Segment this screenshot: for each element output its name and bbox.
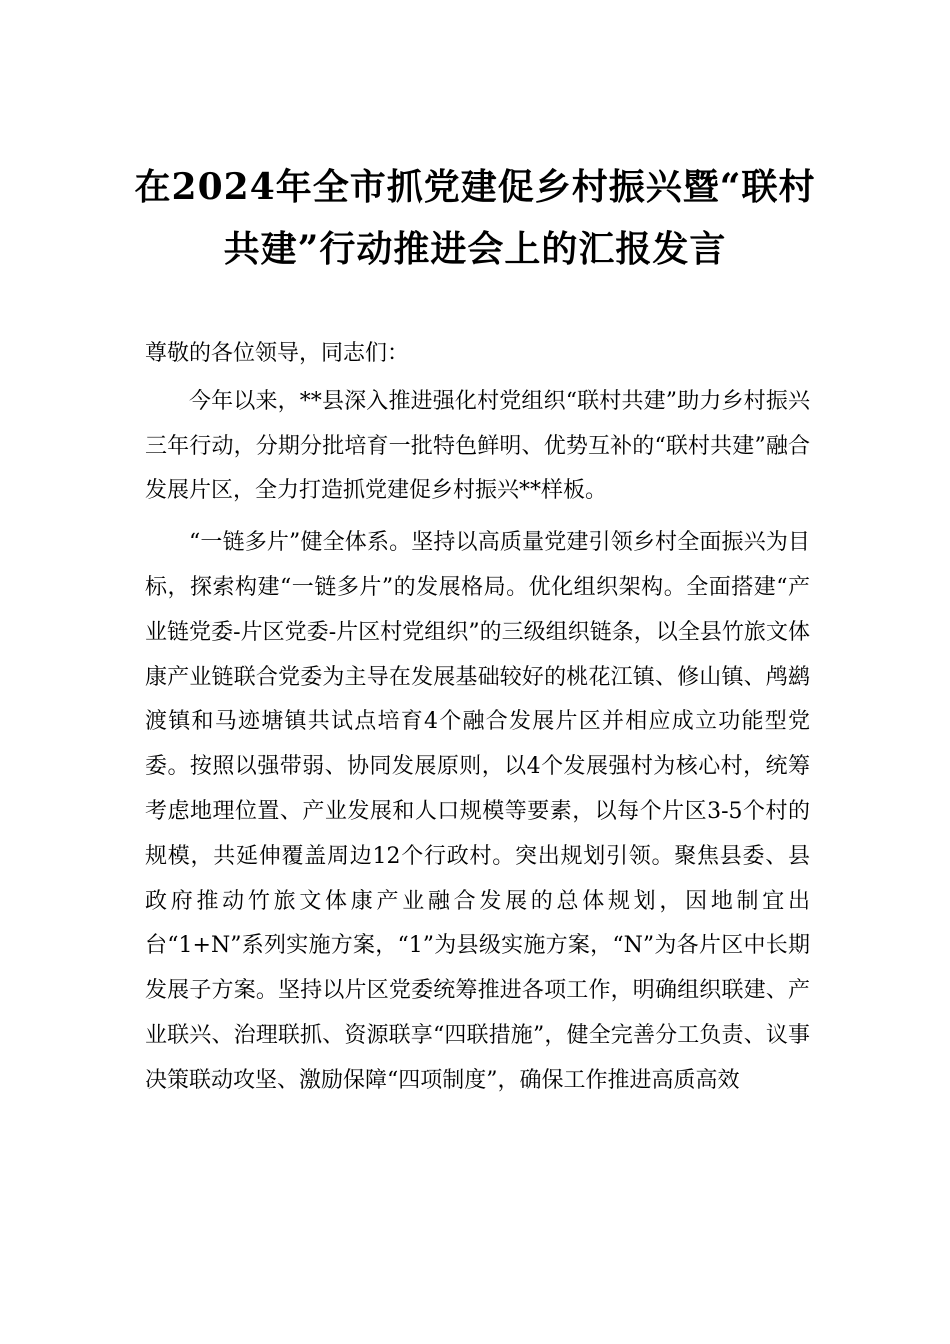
salutation: 尊敬的各位领导，同志们： bbox=[145, 341, 410, 366]
title-line-2: 共建”行动推进会上的汇报发言 bbox=[223, 228, 727, 270]
paragraph-intro: 今年以来，**县深入推进强化村党组织“联村共建”助力乡村振兴三年行动，分期分批培育一批特色鲜明、优势互补的“联村共建”融合发展片区，全力打造抓党建促乡村振兴**样板。 bbox=[145, 388, 810, 504]
document-body bbox=[145, 332, 810, 1111]
paragraph-system: “一链多片”健全体系。坚持以高质量党建引领乡村全面振兴为目标，探索构建“一链多片”的发展格局。优化组织架构。全面搭建“产业链党委-片区党委-片区村党组织”的三级组织链条，以全县竹旅文体康产业链联合党委为主导在发展基础较好的桃花江镇、修山镇、鸬鹚渡镇和马迹塘镇共试点培育4个融合发展片区并相应成立功能型党委。按照以强带弱、协同发展原则，以4个发展强村为核心村，统筹考虑地理位置、产业发展和人口规模等要素，以每个片区3-5个村的规模，共延伸覆盖周边12个行政村。突出规划引领。聚焦县委、县政府推动竹旅文体康产业融合发展的总体规划，因地制宜出台“1+N”系列实施方案，“1”为县级实施方案，“N”为各片区中长期发展子方案。坚持以片区党委统筹推进各项工作，明确组织联建、产业联兴、治理联抓、资源联享“四联措施”，健全完善分工负责、议事决策联动攻坚、激励保障“四项制度”，确保工作推进高质高效 bbox=[145, 530, 810, 1093]
title-line-1: 在2024年全市抓党建促乡村振兴暨“联村 bbox=[134, 166, 816, 208]
document-title bbox=[120, 156, 830, 280]
